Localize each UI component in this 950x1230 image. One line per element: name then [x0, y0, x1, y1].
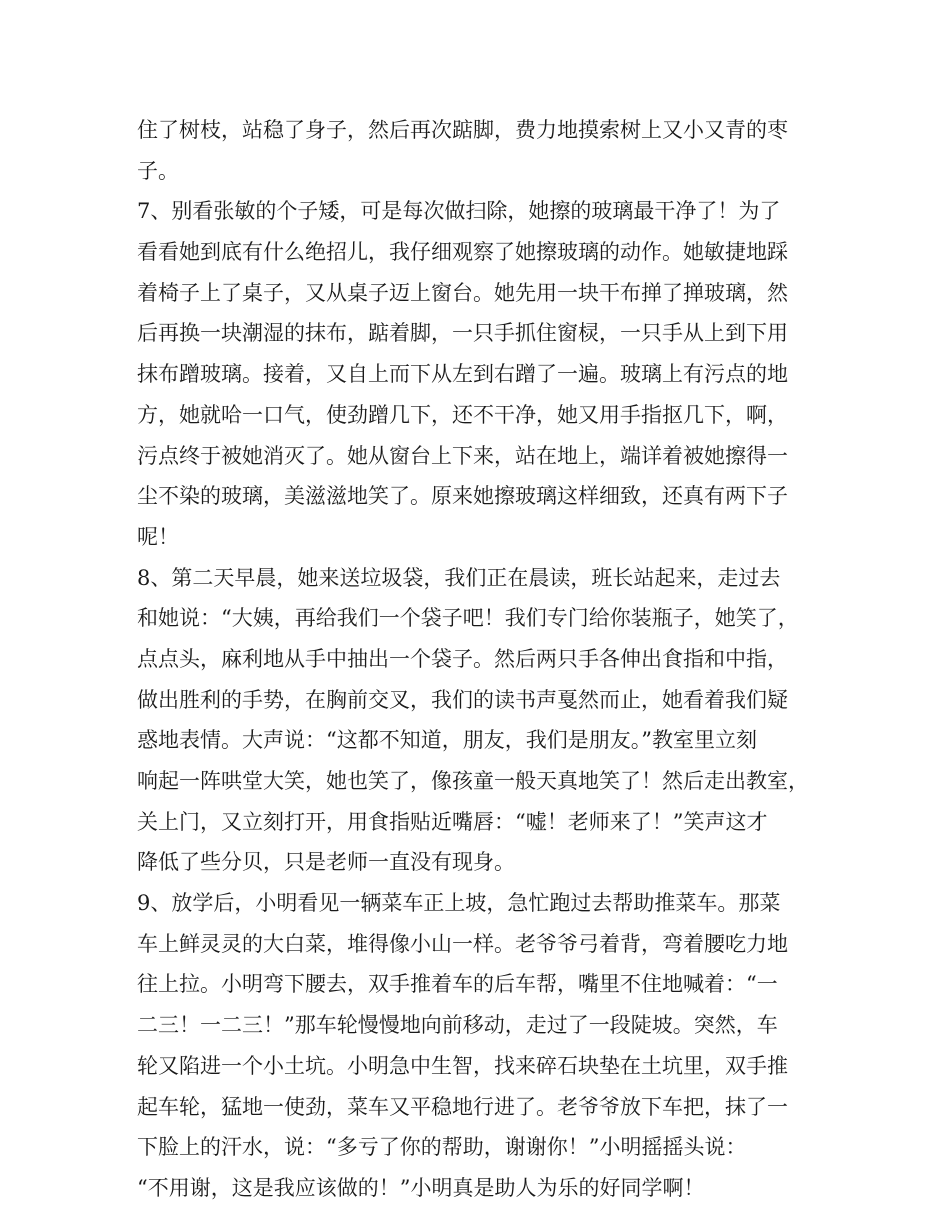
text-line: 污点终于被她消灭了。她从窗台上下来，站在地上，端详着被她擦得一	[137, 443, 788, 468]
text-line: 下脸上的汗水，说：“多亏了你的帮助，谢谢你！”小明摇摇头说：	[137, 1135, 747, 1160]
text-line: 方，她就哈一口气，使劲蹭几下，还不干净，她又用手指抠几下，啊，	[137, 402, 788, 427]
body-text	[137, 110, 827, 1209]
text-line: 和她说：“大姨，再给我们一个袋子吧！我们专门给你装瓶子，她笑了，	[137, 606, 799, 631]
text-line: 响起一阵哄堂大笑，她也笑了，像孩童一般天真地笑了！然后走出教室，	[137, 769, 809, 793]
text-line: 呢！	[137, 524, 179, 549]
text-line: 往上拉。小明弯下腰去，双手推着车的后车帮，嘴里不住地喊着：“一	[137, 972, 778, 997]
text-line: 轮又陷进一个小土坑。小明急中生智，找来碎石块垫在土坑里，双手推	[137, 1053, 788, 1078]
text-line: 降低了些分贝，只是老师一直没有现身。	[137, 850, 515, 875]
text-line: “不用谢，这是我应该做的！”小明真是助人为乐的好同学啊！	[137, 1175, 705, 1200]
text-line: 起车轮，猛地一使劲，菜车又平稳地行进了。老爷爷放下车把，抹了一	[137, 1094, 788, 1119]
text-line: 住了树枝，站稳了身子，然后再次踮脚，费力地摸索树上又小又青的枣	[137, 118, 788, 142]
text-line: 抹布蹭玻璃。接着，又自上而下从左到右蹭了一遍。玻璃上有污点的地	[137, 362, 788, 387]
text-line: 9、放学后，小明看见一辆菜车正上坡，急忙跑过去帮助推菜车。那菜	[137, 891, 781, 916]
text-line: 点点头，麻利地从手中抽出一个袋子。然后两只手各伸出食指和中指，	[137, 646, 788, 671]
text-line: 后再换一块潮湿的抹布，踮着脚，一只手抓住窗棂，一只手从上到下用	[137, 321, 788, 346]
text-line: 看看她到底有什么绝招儿，我仔细观察了她擦玻璃的动作。她敏捷地踩	[137, 240, 788, 265]
text-line: 着椅子上了桌子，又从桌子迈上窗台。她先用一块干布掸了掸玻璃，然	[137, 280, 788, 305]
text-line: 做出胜利的手势，在胸前交叉，我们的读书声戛然而止，她看着我们疑	[137, 687, 788, 712]
text-line: 7、别看张敏的个子矮，可是每次做扫除，她擦的玻璃最干净了！为了	[137, 199, 781, 224]
text-line: 二三！一二三！”那车轮慢慢地向前移动，走过了一段陡坡。突然，车	[137, 1013, 778, 1038]
text-line: 8、第二天早晨，她来送垃圾袋，我们正在晨读，班长站起来，走过去	[137, 565, 781, 590]
text-line: 车上鲜灵灵的大白菜，堆得像小山一样。老爷爷弓着背，弯着腰吃力地	[137, 931, 788, 956]
text-line: 尘不染的玻璃，美滋滋地笑了。原来她擦玻璃这样细致，还真有两下子	[137, 484, 788, 509]
text-line: 关上门，又立刻打开，用食指贴近嘴唇：“嘘！老师来了！”笑声这才	[137, 809, 768, 834]
text-line: 惑地表情。大声说：“这都不知道，朋友，我们是朋友。”教室里立刻	[137, 728, 757, 753]
text-line: 子。	[137, 158, 179, 183]
